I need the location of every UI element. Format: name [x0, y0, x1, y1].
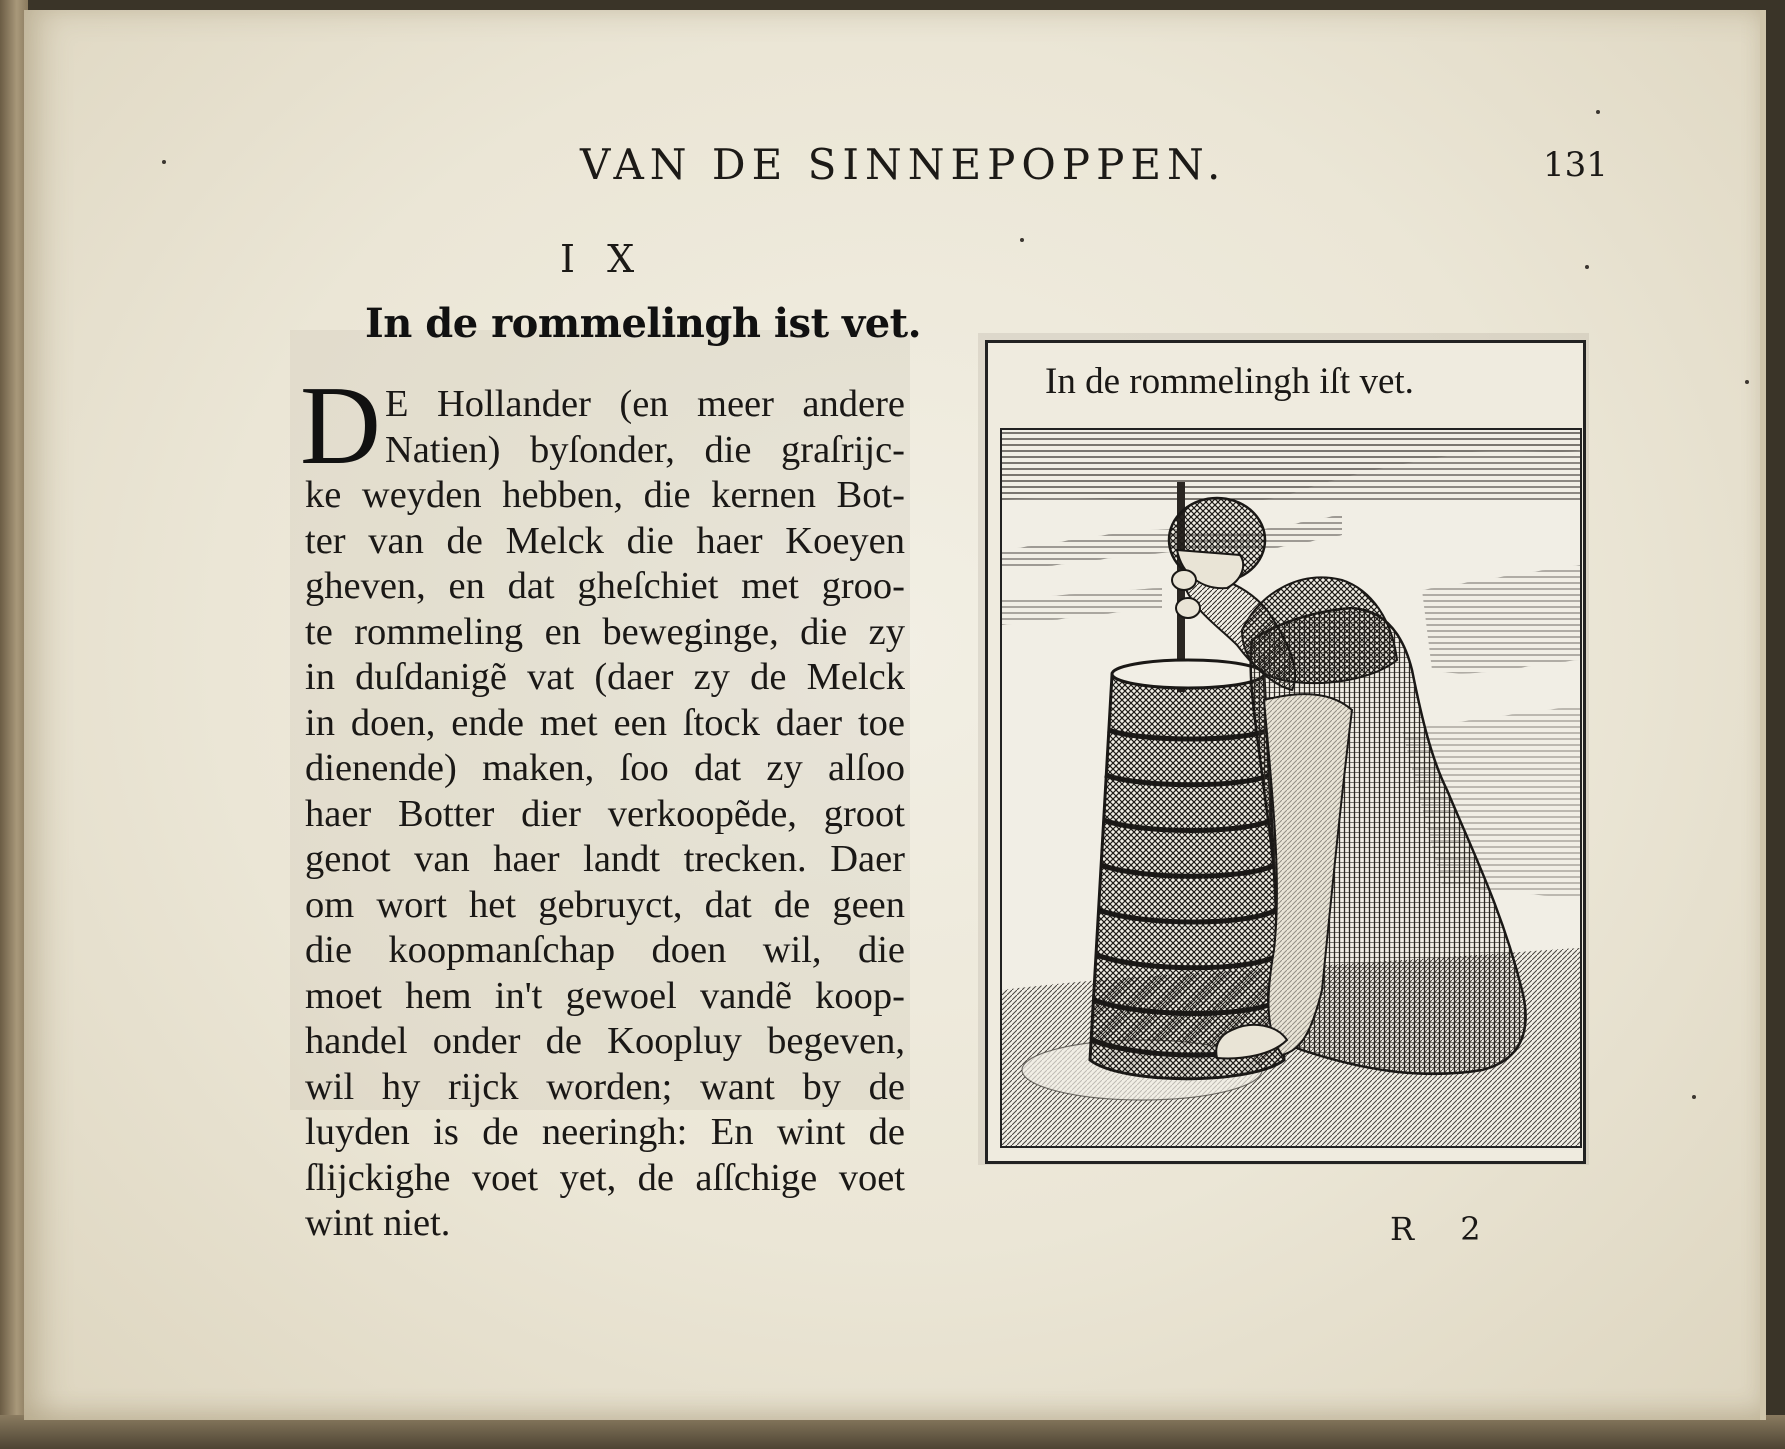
- body-line: genot van haer landt trecken. Daer: [305, 838, 905, 880]
- page-number: 131: [1543, 145, 1608, 185]
- body-text: [305, 382, 905, 1247]
- body-line: handel onder de Koopluy begeven,: [305, 1020, 905, 1062]
- body-line: om wort het gebruyct, dat de geen: [305, 883, 905, 926]
- body-line: gheven, en dat gheſchiet met groo-: [305, 565, 905, 607]
- emblem-motto: In de rommelingh ist vet.: [365, 300, 922, 347]
- figure-caption: In de rommelingh iſt vet.: [1045, 361, 1414, 402]
- body-line: haer Botter dier verkoopẽde, groot: [305, 792, 905, 835]
- body-line: ſlijckighe voet yet, de aſſchige voet: [305, 1156, 905, 1199]
- drop-capital: D: [300, 364, 381, 488]
- body-line: wil hy rijck worden; want by de: [305, 1065, 905, 1108]
- body-line: dienende) maken, ſoo dat zy alſoo: [305, 747, 905, 789]
- body-line: E Hollander (en meer andere: [385, 383, 905, 425]
- body-line: die koopmanſchap doen wil, die: [305, 929, 905, 971]
- body-line: te rommeling en beweginge, die zy: [305, 610, 905, 653]
- body-line: moet hem in't gewoel vandẽ koop-: [305, 974, 905, 1017]
- engraving-woman-churning-butter-icon: [1000, 428, 1582, 1148]
- body-line: in doen, ende met een ſtock daer toe: [305, 701, 905, 744]
- book-bottom-edge: [0, 1415, 1785, 1449]
- signature-mark: R 2: [1390, 1210, 1499, 1248]
- body-line: wint niet.: [305, 1202, 451, 1244]
- body-line: ke weyden hebben, die kernen Bot-: [305, 474, 905, 516]
- body-line: Natien) byſonder, die graſrijc-: [385, 428, 905, 471]
- body-line: luyden is de neeringh: En wint de: [305, 1111, 905, 1153]
- body-line: in duſdanigẽ vat (daer zy de Melck: [305, 656, 905, 698]
- emblem-number: I X: [560, 237, 645, 281]
- body-line: ter van de Melck die haer Koeyen: [305, 519, 905, 562]
- running-head: VAN DE SINNEPOPPEN.: [580, 140, 1227, 189]
